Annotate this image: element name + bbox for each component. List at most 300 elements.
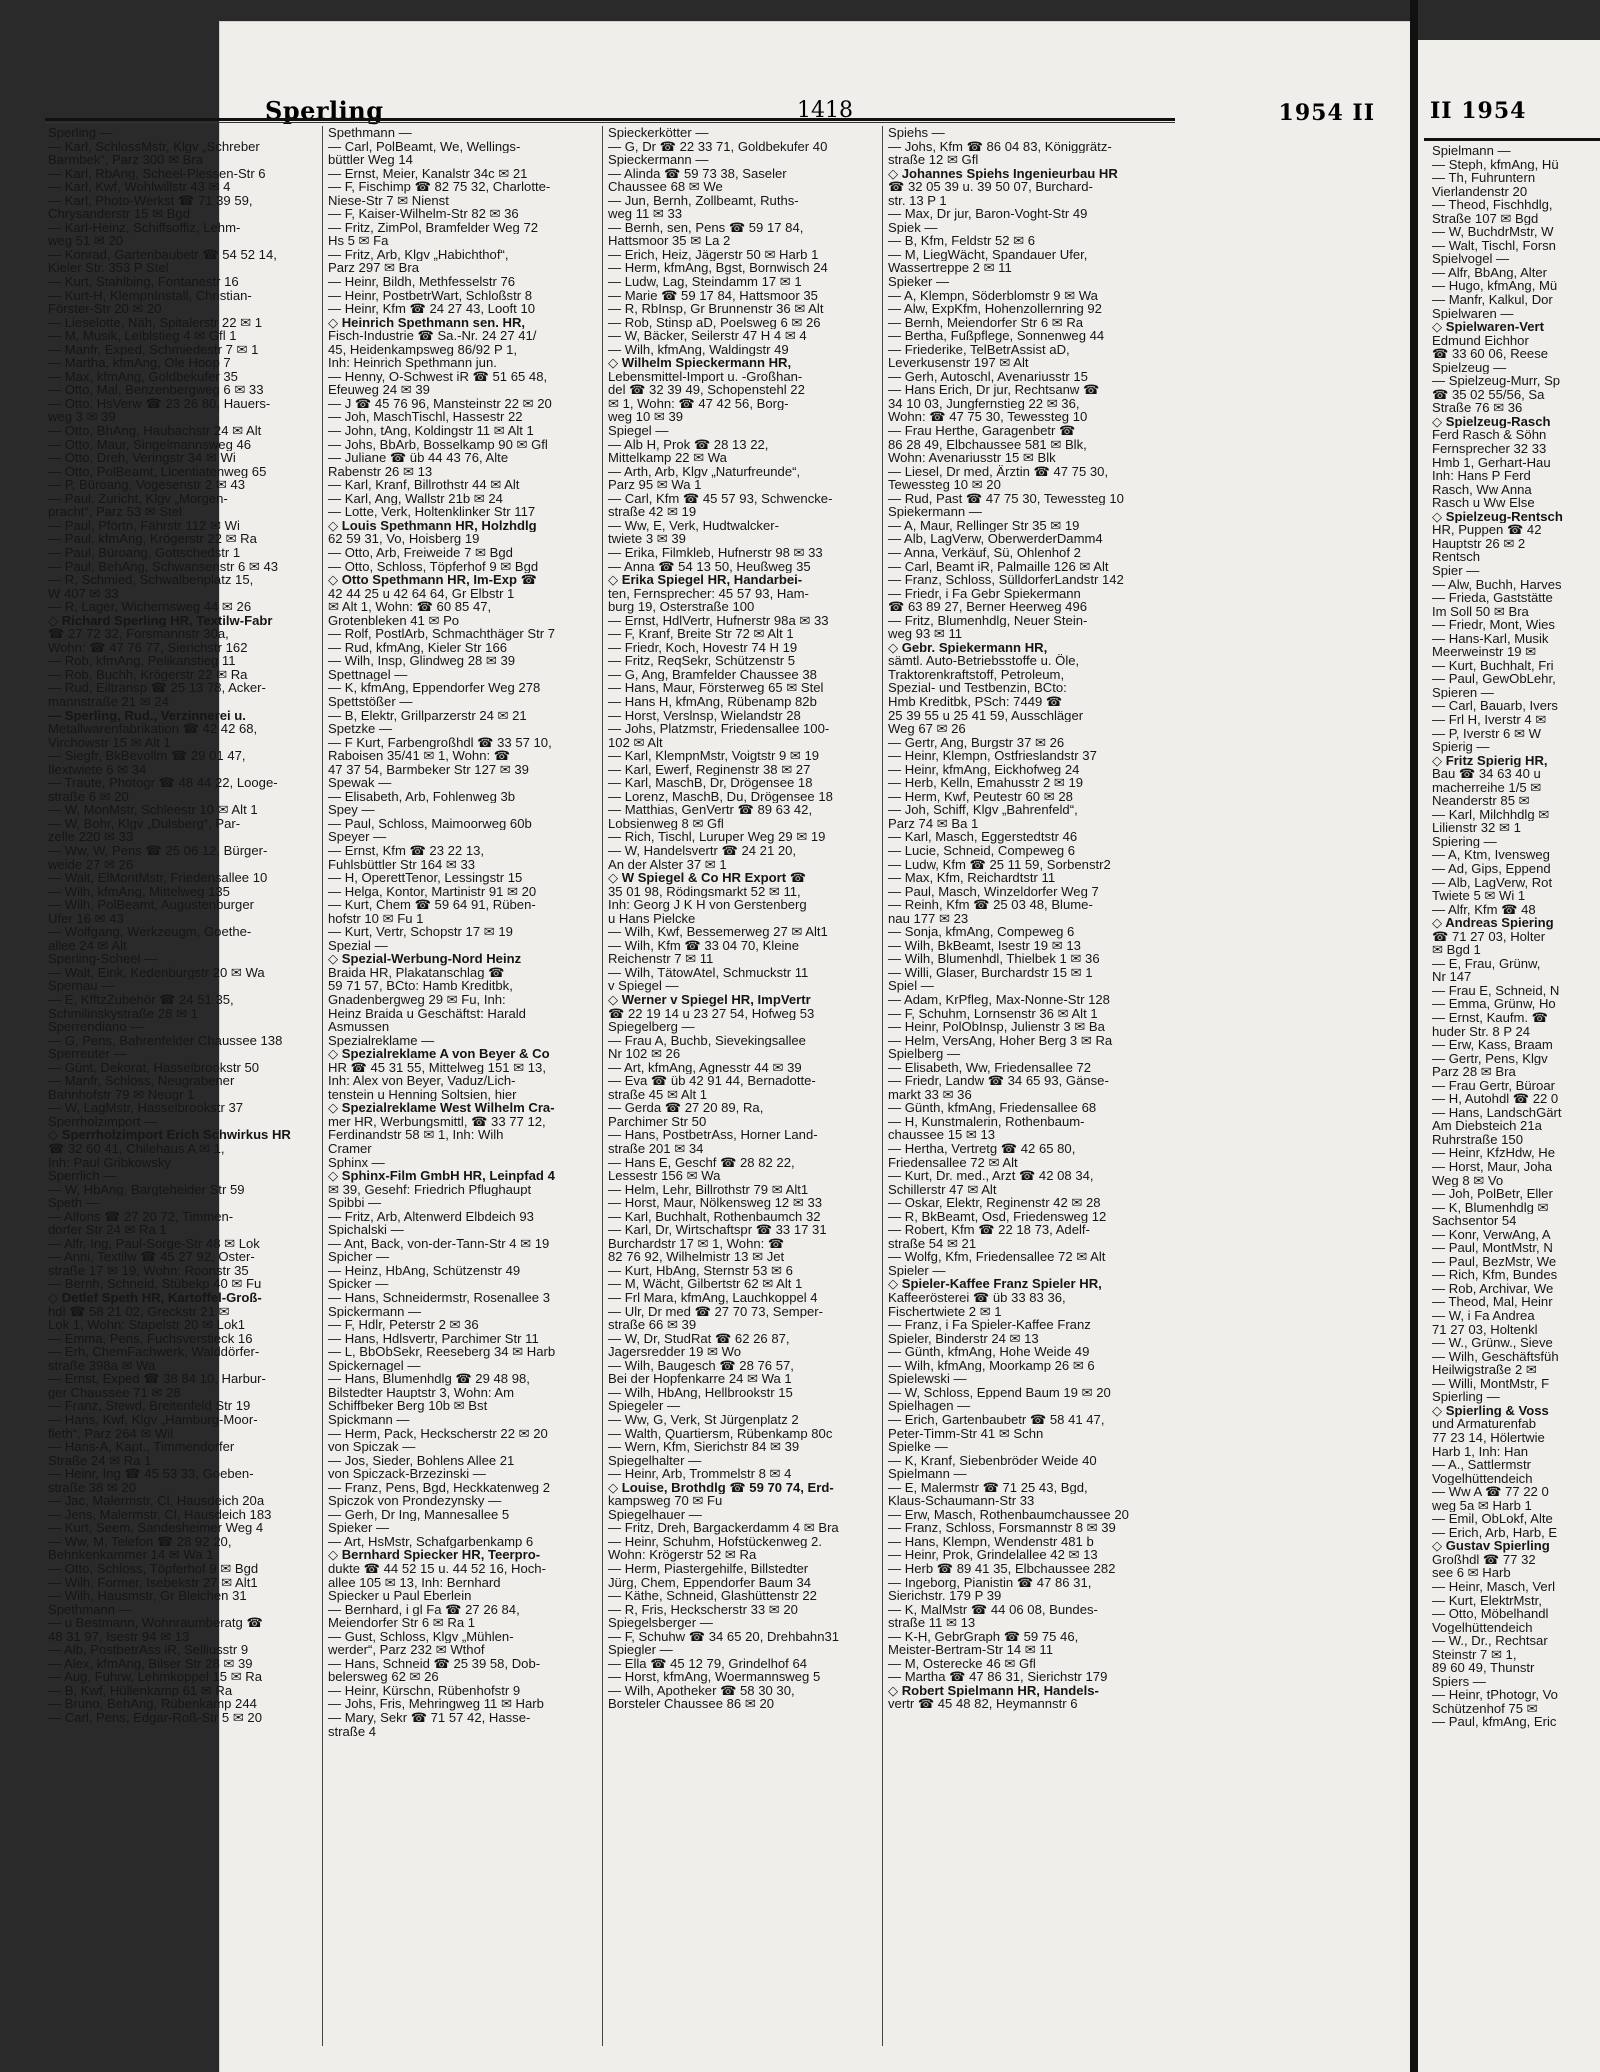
directory-entry-line: — K, MalMstr ☎ 44 06 08, Bundes- [888,1602,1098,1617]
directory-entry-line: straße 11 ✉ 13 [888,1616,976,1630]
directory-entry-line: mannstraße 21 ✉ 24 [48,694,169,709]
directory-entry-line: Gnadenbergweg 29 ✉ Fu, Inh: [328,993,506,1007]
directory-entry-line: Bei der Hopfenkarre 24 ✉ Wa 1 [608,1372,792,1386]
directory-entry-line: Parz 28 ✉ Bra [1432,1065,1516,1079]
directory-entry-line: Rabenstr 26 ✉ 13 [328,464,433,479]
directory-entry-line: — Franz, i Fa Spieler-Kaffee Franz [888,1318,1091,1332]
directory-entry-line: — W., Dr., Rechtsar [1432,1634,1548,1648]
directory-entry-line: — Hans, Maur, Försterweg 65 ✉ Stel [608,681,824,695]
directory-entry-line: Spewak — [328,776,392,790]
entries-column-4 [888,126,1158,2046]
directory-entry-line: ◇ Spielzeug-Rentsch [1432,509,1563,524]
directory-entry-line: — Wilh, TätowAtel, Schmuckstr 11 [608,965,809,980]
directory-entry-line: Barmbek“, Parz 300 ✉ Bra [48,153,204,167]
directory-entry-line: — Frieda, Gaststätte [1432,591,1553,605]
directory-entry-line: — Walt, Eink, Kedenburgstr 20 ✉ Wa [48,965,265,980]
directory-entry-line: — Hans, Schneidermstr, Rosenallee 3 [328,1291,550,1305]
directory-entry-line: hofstr 10 ✉ Fu 1 [328,911,424,926]
directory-entry-line: — Friedr, Koch, Hovestr 74 H 19 [608,640,798,655]
directory-entry-line: Hattsmoor 35 ✉ La 2 [608,234,731,248]
directory-entry-line: — Ad, Gips, Eppend [1432,861,1551,876]
directory-entry-line: Borsteler Chaussee 86 ✉ 20 [608,1697,775,1711]
directory-entry-line: — Liesel, Dr med, Ärztin ☎ 47 75 30, [888,464,1109,479]
directory-entry-line: ◇ Detlef Speth HR, Kartoffel-Groß- [48,1291,262,1305]
directory-entry-line: Sperreuter — [48,1047,127,1061]
directory-entry-line: — K, Blumenhdlg ✉ [1432,1200,1549,1215]
directory-entry-line: 45, Heidenkampsweg 86/92 P 1, [328,342,518,357]
directory-entry-line: — W, Dr, StudRat ☎ 62 26 87, [608,1331,790,1346]
directory-entry-line: — Carl, Kfm ☎ 45 57 93, Schwencke- [608,491,833,506]
directory-entry-line: — Marie ☎ 59 17 84, Hattsmoor 35 [608,288,818,303]
directory-entry-line: Spielberg — [888,1047,961,1061]
directory-entry-line: — Fritz, ReqSekr, Schützenstr 5 [608,654,796,668]
directory-entry-line: — Lorenz, MaschB, Du, Drögensee 18 [608,789,833,804]
directory-entry-line: — Hans, Schneid ☎ 25 39 58, Dob- [328,1656,541,1671]
directory-entry-line: Jürg, Chem, Eppendorfer Baum 34 [608,1575,812,1590]
directory-entry-line: — Manfr, Schloss, Neugrabener [48,1074,235,1088]
directory-entry-line: Spiegelhauer — [608,1507,702,1522]
directory-entry-line: — Karl, Ang, Wallstr 21b ✉ 24 [328,491,503,506]
directory-entry-line: ◇ Spielzeug-Rasch [1432,414,1551,429]
header-surname: Sperling [265,96,384,125]
directory-entry-line: ☎ 63 89 27, Berner Heerweg 496 [888,600,1088,614]
entries-column-2 [328,126,598,2046]
directory-entry-line: Efeuweg 24 ✉ 39 [328,383,430,397]
directory-entry-line: — u Bestmann, Wohnraumberatg ☎ [48,1616,263,1630]
directory-entry-line: — Ernst, Exped ☎ 38 84 10, Harbur- [48,1372,266,1386]
directory-entry-line: — Heinr, Masch, Verl [1432,1579,1555,1594]
directory-entry-line: Spiegeler — [608,1399,681,1413]
directory-entry-line: Reichenstr 7 ✉ 11 [608,952,714,966]
directory-entry-line: — R, Fris, Heckscherstr 33 ✉ 20 [608,1602,798,1617]
directory-entry-line: Hmb Kreditbk, PSch: 7449 ☎ [888,694,1063,709]
directory-entry-line: werder“, Parz 232 ✉ Wthof [328,1643,485,1657]
directory-entry-line: — Ww, M, Telefon ☎ 28 92 20, [48,1534,232,1549]
directory-entry-line: — Jun, Bernh, Zollbeamt, Ruths- [608,193,799,208]
directory-entry-line: vertr ☎ 45 48 82, Heymannstr 6 [888,1697,1078,1711]
directory-entry-line: — Ingeborg, Pianistin ☎ 47 86 31, [888,1575,1092,1590]
directory-entry-line: Parz 297 ✉ Bra [328,261,420,276]
directory-entry-line: — Heinr, KfzHdw, He [1432,1146,1555,1161]
directory-entry-line: Fischertwiete 2 ✉ 1 [888,1304,1002,1319]
directory-entry-line: Sperling — [48,126,113,140]
directory-entry-line: — Rich, Kfm, Bundes [1432,1268,1558,1282]
directory-entry-line: — Paul, BezMstr, We [1432,1254,1557,1269]
directory-entry-line: — Herm, Piastergehilfe, Billstedter [608,1561,809,1576]
directory-entry-line: — Paul, Zuricht, Klgv „Morgen- [48,491,228,506]
directory-entry-line: Inh: Georg J K H von Gerstenberg [608,898,807,912]
directory-entry-line: — Hans, PostbetrAss, Horner Land- [608,1128,818,1143]
directory-entry-line: — F, Schuhw ☎ 34 65 20, Drehbahn31 [608,1629,840,1644]
directory-entry-line: — G, Ang, Bramfelder Chaussee 38 [608,667,817,682]
directory-entry-line: — Paul, MontMstr, N [1432,1241,1553,1255]
directory-entry-line: — Kurt, Chem ☎ 59 64 91, Rüben- [328,898,536,912]
directory-entry-line: Spielzeug — [1432,360,1507,375]
directory-entry-line: — K, Kranf, Siebenbröder Weide 40 [888,1453,1097,1468]
header-year-volume: 1954 II [1278,100,1375,126]
directory-entry-line: Spettstößer — [328,694,413,709]
directory-entry-line: ◇ Gebr. Spiekermann HR, [888,640,1048,655]
directory-entry-line: Schmilinskystraße 28 ✉ 1 [48,1006,198,1021]
directory-entry-line: Kieler Str. 353 P Stel [48,261,169,276]
directory-entry-line: — Käthe, Schneid, Glashüttenstr 22 [608,1589,817,1603]
directory-entry-line: — Carl, Pens, Edgar-Roß-Str 5 ✉ 20 [48,1710,262,1725]
directory-entry-line: — Karl, Masch, Eggerstedtstr 46 [888,830,1078,844]
directory-entry-line: straße 201 ✉ 34 [608,1142,704,1156]
directory-entry-line: — Hans-Karl, Musik [1432,631,1549,646]
directory-entry-line: — Kurt, ElektrMstr, [1432,1593,1542,1608]
directory-entry-line: Speyer — [328,830,387,844]
directory-entry-line: — Ernst, Kfm ☎ 23 22 13, [328,843,485,858]
directory-entry-line: — Hertha, Vertretg ☎ 42 65 80, [888,1142,1076,1156]
directory-entry-line: Ferdinandstr 58 ✉ 1, Inh: Wilh [328,1128,504,1143]
directory-entry-line: belersweg 62 ✉ 26 [328,1670,439,1684]
directory-entry-line: — Willi, MontMstr, F [1432,1376,1550,1391]
directory-entry-line: — Franz, Schloss, Forsmannstr 8 ✉ 39 [888,1521,1116,1535]
directory-entry-line: — Fritz, Dreh, Bargackerdamm 4 ✉ Bra [608,1521,839,1535]
directory-entry-line: Twiete 5 ✉ Wi 1 [1432,889,1526,903]
directory-entry-line: Sierichstr. 179 P 39 [888,1589,1002,1603]
directory-entry-line: — Otto, Möbelhandl [1432,1607,1549,1621]
directory-entry-line: Spiegelsberger — [608,1616,713,1630]
directory-entry-line: — Emma, Grünw, Ho [1432,997,1556,1011]
directory-entry-line: ◇ Spieler-Kaffee Franz Spieler HR, [888,1277,1102,1292]
directory-entry-line: — F, Kaiser-Wilhelm-Str 82 ✉ 36 [328,207,519,221]
directory-entry-line: — Paul, Masch, Winzeldorfer Weg 7 [888,884,1099,899]
directory-entry-line: Chrysanderstr 15 ✉ Bgd [48,207,190,221]
directory-entry-line: — Karl, Kranf, Billrothstr 44 ✉ Alt [328,478,520,492]
directory-entry-line: 77 23 14, Hölertwie [1432,1430,1545,1445]
directory-entry-line: — Otto, BhAng, Haubachstr 24 ✉ Alt [48,424,262,438]
directory-entry-line: Leverkusenstr 197 ✉ Alt [888,356,1029,370]
directory-entry-line: Virchowstr 15 ✉ Alt 1 [48,735,171,750]
directory-entry-line: straße 45 ✉ Alt 1 [608,1087,708,1102]
directory-entry-line: Parz 95 ✉ Wa 1 [608,478,702,492]
directory-entry-line: — Otto, Maur, Singelmannsweg 46 [48,437,252,452]
directory-entry-line: Lebensmittel-Import u. -Großhan- [608,369,803,384]
directory-entry-line: Spieler, Binderstr 24 ✉ 13 [888,1331,1039,1346]
directory-entry-line: — Max, Kfm, Reichardtstr 11 [888,871,1056,885]
directory-entry-line: straße 12 ✉ Gfl [888,153,979,167]
directory-entry-line: — Karl-Heinz, Schiffsoffiz, Lehm- [48,220,241,235]
directory-entry-line: ◇ Louis Spethmann HR, Holzhdlg [328,518,537,533]
directory-entry-line: ◇ Wilhelm Spieckermann HR, [608,356,792,370]
directory-entry-line: — Konrad, Gartenbaubetr ☎ 54 52 14, [48,247,277,262]
directory-entry-line: — Karl, Kwf, Wohlwillstr 43 ✉ 4 [48,180,231,194]
directory-entry-line: — Kurt, Dr. med., Arzt ☎ 42 08 34, [888,1169,1094,1183]
directory-entry-line: — Frau Herthe, Garagenbetr ☎ [888,424,1076,438]
directory-entry-line: W 407 ✉ 33 [48,586,119,601]
directory-entry-line: Spiegelberg — [608,1020,695,1034]
directory-entry-line: — Gertr, Ang, Burgstr 37 ✉ 26 [888,735,1065,750]
directory-entry-line: ☎ 32 60 41, Chilehaus A ✉ 1, [48,1142,225,1156]
directory-entry-line: ✉ 39, Gesehf: Friedrich Pflughaupt [328,1182,532,1197]
directory-entry-line: — Martha, kfmAng, Ole Hoop 7 [48,356,231,370]
directory-entry-line: v Spiegel — [608,979,679,993]
directory-entry-line: Sperling-Scheel — [48,952,158,966]
directory-entry-line: ◇ Johannes Spiehs Ingenieurbau HR [888,166,1118,181]
directory-entry-line: — Rob, Archivar, We [1432,1281,1554,1296]
directory-entry-line: ◇ Sperrholzimport Erich Schwirkus HR [48,1128,291,1143]
directory-entry-line: Spiegler — [608,1643,673,1657]
directory-entry-line: — R, Lager, Wichernsweg 44 ✉ 26 [48,600,252,614]
directory-entry-line: — Bertha, Fußpflege, Sonnenweg 44 [888,329,1105,343]
directory-entry-line: Ferd Rasch & Söhn [1432,428,1547,443]
directory-entry-line: ✉ Bgd 1 [1432,943,1481,957]
directory-entry-line: Braida HR, Plakatanschlag ☎ [328,965,505,980]
directory-entry-line: Hauptstr 26 ✉ 2 [1432,536,1526,551]
directory-entry-line: dorfer Str 24 ✉ Ra 1 [48,1223,167,1237]
directory-entry-line: — Manfr, Exped, Schmiedestr 7 ✉ 1 [48,342,259,357]
directory-entry-line: — Jos, Sieder, Bohlens Allee 21 [328,1453,515,1468]
directory-entry-line: — Alfr, Ing, Paul-Sorge-Str 48 ✉ Lok [48,1236,260,1251]
directory-entry-line: Großhdl ☎ 77 32 [1432,1552,1536,1567]
directory-entry-line: ◇ W Spiegel & Co HR Export ☎ [608,871,807,885]
directory-entry-line: — Hans, LandschGärt [1432,1105,1562,1120]
directory-entry-line: Im Soll 50 ✉ Bra [1432,604,1529,619]
directory-entry-line: — Wilh, kfmAng, Waldingstr 49 [608,342,789,357]
directory-entry-line: — Walt, ElMontMstr, Friedensallee 10 [48,871,268,885]
directory-entry-line: und Armaturenfab [1432,1417,1537,1431]
directory-entry-line: — Heinr, Bildh, Methfesselstr 76 [328,275,516,289]
directory-entry-line: Peter-Timm-Str 41 ✉ Schn [888,1426,1044,1441]
directory-entry-line: — H, OperettTenor, Lessingstr 15 [328,871,523,885]
directory-entry-line: — Lieselotte, Näh, Spitalerstr 22 ✉ 1 [48,315,263,330]
directory-entry-line: — P, Büroang, Vogesenstr 2 ✉ 43 [48,478,246,492]
directory-entry-line: ◇ Spezialreklame West Wilhelm Cra- [328,1101,555,1115]
directory-entry-line: — Hans, Klempn, Wendenstr 481 b [888,1534,1094,1549]
directory-entry-line: — Frau A, Buchb, Sievekingsallee [608,1033,806,1048]
directory-entry-line: — Wilh, Blumenhdl, Thielbek 1 ✉ 36 [888,952,1100,966]
directory-entry-line: Spibbi — [328,1196,382,1210]
page-number: 1418 [797,98,853,123]
directory-entry-line: markt 33 ✉ 36 [888,1087,972,1102]
directory-entry-line: Meister-Bertram-Str 14 ✉ 11 [888,1643,1053,1657]
facing-page-column [1432,144,1600,2064]
directory-entry-line: — Wilh, BkBeamt, Isestr 19 ✉ 13 [888,938,1081,953]
directory-entry-line: Spierig — [1432,740,1490,754]
directory-entry-line: — Ernst, Kaufm. ☎ [1432,1011,1548,1025]
directory-entry-line: Spethmann — [48,1602,132,1617]
directory-entry-line: — Paul, Schloss, Maimoorweg 60b [328,816,532,831]
directory-entry-line: — Theod, Fischhdlg, [1432,198,1553,212]
directory-entry-line: — Otto, Dreh, Veringstr 34 ✉ Wi [48,451,236,465]
directory-entry-line: Speth — [48,1196,99,1210]
directory-entry-line: Weg 67 ✉ 26 [888,722,966,736]
directory-entry-line: — Johs, Platzmstr, Friedensallee 100- [608,722,830,736]
directory-entry-line: — Arth, Arb, Klgv „Naturfreunde“, [608,464,801,479]
directory-entry-line: — Karl, Ewerf, Reginenstr 38 ✉ 27 [608,762,811,777]
directory-entry-line: Vierlandenstr 20 [1432,184,1528,199]
directory-entry-line: — Ella ☎ 45 12 79, Grindelhof 64 [608,1656,808,1671]
directory-entry-line: — Henny, O-Schwest iR ☎ 51 65 48, [328,369,548,384]
directory-entry-line: — B, Kwf, Hüllenkamp 61 ✉ Ra [48,1683,233,1698]
directory-entry-line: — Karl, Buchhalt, Rothenbaumch 32 [608,1209,821,1224]
directory-entry-line: — Carl, Beamt iR, Palmaille 126 ✉ Alt [888,559,1109,574]
directory-entry-line: straße 54 ✉ 21 [888,1236,977,1251]
directory-entry-line: ◇ Robert Spielmann HR, Handels- [888,1683,1099,1698]
directory-entry-line: — Ernst, HdlVertr, Hufnerstr 98a ✉ 33 [608,613,829,628]
directory-entry-line: fleth“, Parz 264 ✉ Wil [48,1426,174,1441]
directory-entry-line: burg 19, Osterstraße 100 [608,600,755,614]
directory-entry-line: — Karl, SchlossMstr, Klgv „Schreber [48,139,260,154]
directory-entry-line: Klaus-Schaumann-Str 33 [888,1494,1035,1508]
directory-entry-line: weg 93 ✉ 11 [888,627,963,641]
directory-entry-line: Spicker — [328,1277,389,1292]
directory-entry-line: Meiendorfer Str 6 ✉ Ra 1 [328,1616,476,1630]
directory-entry-line: 25 39 55 u 25 41 59, Ausschläger [888,708,1084,723]
directory-entry-line: Kaffeerösterei ☎ üb 33 83 36, [888,1291,1066,1305]
directory-entry-line: — Gertr, Pens, Klgv [1432,1051,1548,1066]
directory-entry-line: — H, Autohdl ☎ 22 0 [1432,1092,1559,1106]
directory-entry-line: Steinstr 7 ✉ 1, [1432,1647,1517,1662]
directory-entry-line: Meerweinstr 19 ✉ [1432,645,1537,659]
directory-entry-line: chaussee 15 ✉ 13 [888,1128,996,1143]
directory-entry-line: — Franz, Schloss, SülldorferLandstr 142 [888,573,1124,587]
directory-entry-line: — Joh, Schiff, Klgv „Bahrenfeld“, [888,803,1078,817]
directory-entry-line: Spezial — [328,938,388,953]
directory-entry-line: — Erw, Masch, Rothenbaumchaussee 20 [888,1507,1129,1522]
directory-entry-line: Spichalski — [328,1223,404,1237]
directory-entry-line: — Walt, Tischl, Forsn [1432,238,1556,253]
directory-entry-line: tenstein u Henning Soltsien, hier [328,1087,517,1102]
directory-entry-line: — W, BuchdrMstr, W [1432,225,1554,239]
directory-entry-line: — Reinh, Kfm ☎ 25 03 48, Blume- [888,898,1093,912]
directory-entry-line: — F, Fischimp ☎ 82 75 32, Charlotte- [328,180,551,194]
directory-entry-line: — F, Kranf, Breite Str 72 ✉ Alt 1 [608,627,794,641]
directory-entry-line: An der Alster 37 ✉ 1 [608,857,727,872]
directory-entry-line: — Alw, Buchh, Harves [1432,577,1562,592]
directory-entry-line: — John, tAng, Koldingstr 11 ✉ Alt 1 [328,424,534,438]
directory-entry-line: — Alb, LagVerw, Rot [1432,875,1553,890]
directory-entry-line: Rentsch [1432,550,1481,564]
directory-entry-line: — W, Bohr, Klgv „Dulsberg“, Par- [48,816,241,831]
directory-entry-line: ☎ 71 27 03, Holter [1432,929,1546,944]
directory-entry-line: — Ludw, Lag, Steindamm 17 ✉ 1 [608,275,802,289]
directory-entry-line: — Elisabeth, Ww, Friedensallee 72 [888,1060,1092,1075]
directory-entry-line: weg 11 ✉ 33 [608,207,683,221]
directory-entry-line: mer HR, Werbungsmittl, ☎ 33 77 12, [328,1114,546,1129]
directory-entry-line: dukte ☎ 44 52 15 u. 44 52 16, Hoch- [328,1561,546,1576]
book-gutter [1410,0,1418,2072]
directory-entry-line: — Bernh, Schneid, Stübekp 40 ✉ Fu [48,1277,262,1292]
directory-entry-line: — Rud, Eiltransp ☎ 25 13 78, Acker- [48,681,266,695]
directory-entry-line: — Art, HsMstr, Schafgarbenkamp 6 [328,1534,534,1549]
directory-entry-line: — Paul, Pförtn, Fährstr 112 ✉ Wi [48,518,240,533]
directory-entry-line: — A, Ktm, Ivensweg [1432,848,1550,862]
directory-entry-line: Spielwaren — [1432,306,1514,321]
directory-entry-line: ☎ 27 72 32, Forsmannstr 30a, [48,627,229,641]
directory-entry-line: — Friedr, Landw ☎ 34 65 93, Gänse- [888,1074,1109,1088]
directory-entry-line: — Horst, Maur, Joha [1432,1160,1553,1174]
directory-entry-line: Inh: Hans P Ferd [1432,469,1531,483]
directory-entry-line: Fernsprecher 32 33 [1432,442,1547,456]
directory-entry-line: — Rud, Past ☎ 47 75 30, Tewessteg 10 [888,491,1124,506]
directory-entry-line: — Hans-A, Kapt., Timmendorfer [48,1440,235,1454]
directory-entry-line: Spieler — [888,1263,946,1278]
directory-entry-line: Schützenhof 75 ✉ [1432,1701,1538,1716]
directory-entry-line: 62 59 31, Vo, Hoisberg 19 [328,532,480,546]
directory-entry-line: kampsweg 70 ✉ Fu [608,1494,723,1508]
directory-entry-line: — Wern, Kfm, Sierichstr 84 ✉ 39 [608,1440,800,1454]
directory-entry-line: Spiegel — [608,424,669,438]
directory-entry-line: — Fritz, Arb, Altenwerd Elbdeich 93 [328,1209,534,1224]
directory-entry-line: Lessestr 156 ✉ Wa [608,1169,721,1183]
directory-entry-line: Spezialreklame — [328,1033,435,1048]
directory-entry-line: Spiczok von Prondezynsky — [328,1494,502,1508]
directory-entry-line: Spielke — [888,1440,948,1454]
directory-entry-line: — Kurt, Vertr, Schopstr 17 ✉ 19 [328,925,513,939]
directory-entry-line: ☎ 32 05 39 u. 39 50 07, Burchard- [888,180,1093,194]
directory-entry-line: — Hugo, kfmAng, Mü [1432,279,1558,294]
directory-entry-line: ◇ Bernhard Spiecker HR, Teerpro- [328,1548,541,1562]
directory-entry-line: Mittelkamp 22 ✉ Wa [608,451,727,465]
directory-entry-line: 86 28 49, Elbchaussee 581 ✉ Blk, [888,437,1087,452]
directory-entry-line: 48 31 97, Isestr 94 ✉ 13 [48,1629,190,1644]
directory-entry-line: Nr 147 [1432,970,1472,984]
directory-entry-line: Spickmann — [328,1412,410,1427]
directory-entry-line: Bahnhofstr 79 ✉ Neugr 1 [48,1087,195,1102]
directory-entry-line: 102 ✉ Alt [608,735,663,750]
directory-entry-line: Spickermann — [328,1304,422,1319]
directory-entry-line: — Wilh, Insp, Glindweg 28 ✉ 39 [328,654,516,668]
directory-entry-line: — Friedr, Mont, Wies [1432,618,1555,632]
directory-entry-line: 71 27 03, Holtenkl [1432,1322,1538,1337]
directory-entry-line: — Rich, Tischl, Luruper Weg 29 ✉ 19 [608,830,826,844]
directory-entry-line: Bilstedter Hauptstr 3, Wohn: Am [328,1385,515,1400]
directory-entry-line: Spiekermann — [888,505,982,519]
directory-entry-line: Spielvogel — [1432,252,1510,266]
directory-entry-line: Straße 76 ✉ 36 [1432,401,1523,415]
directory-entry-line: Förster-Str 20 ✉ 20 [48,302,162,316]
directory-entry-line: HR ☎ 45 31 55, Mittelweg 151 ✉ 13, [328,1060,546,1075]
directory-entry-line: — Erich, Arb, Harb, E [1432,1525,1558,1540]
directory-entry-line: — Johs, BbArb, Bosselkamp 90 ✉ Gfl [328,437,548,452]
directory-entry-line: sämtl. Auto-Betriebsstoffe u. Öle, [888,654,1080,668]
column-divider [602,126,603,2046]
directory-entry-line: — F Kurt, Farbengroßhdl ☎ 33 57 10, [328,735,552,750]
directory-entry-line: — Manfr, Kalkul, Dor [1432,293,1553,307]
directory-entry-line: — F, Schuhm, Lornsenstr 36 ✉ Alt 1 [888,1006,1098,1021]
directory-entry-line: — Willi, Glaser, Burchardstr 15 ✉ 1 [888,965,1093,980]
entries-column-3 [608,126,878,2046]
directory-entry-line: — R, Schmied, Schwalbenplatz 15, [48,573,254,587]
directory-entry-line: Bau ☎ 34 63 40 u [1432,767,1541,781]
directory-entry-line: — P, Iverstr 6 ✉ W [1432,726,1541,741]
directory-entry-line: — W, MonMstr, Schleestr 10 ✉ Alt 1 [48,803,258,817]
directory-entry-line: — Otto, Schloss, Töpferhof 9 ✉ Bgd [328,559,539,574]
directory-entry-line: Spetzke — [328,722,393,736]
directory-entry-line: — Rob, Stinsp aD, Poelsweg 6 ✉ 26 [608,315,821,330]
directory-entry-line: Inh: Heinrich Spethmann jun. [328,356,497,370]
directory-entry-line: — E, KfftzZubehör ☎ 24 51 35, [48,993,234,1007]
directory-entry-line: Spielmann — [888,1467,967,1481]
directory-entry-line: Wohn: Avenariusstr 15 ✉ Blk [888,451,1056,465]
header-rule [45,118,1175,121]
directory-entry-line: — Fritz, ZimPol, Bramfelder Weg 72 [328,220,539,235]
directory-entry-line: — Paul, kfmAng, Krögerstr 22 ✉ Ra [48,532,257,546]
directory-entry-line: Straße 24 ✉ Ra 1 [48,1453,152,1468]
directory-entry-line: — Johs, Fris, Mehringweg 11 ✉ Harb [328,1697,544,1711]
directory-entry-line: — Max, Dr jur, Baron-Voght-Str 49 [888,207,1088,221]
directory-entry-line: — Karl, Dr, Wirtschaftspr ☎ 33 17 31 [608,1223,827,1237]
directory-entry-line: Spicher — [328,1250,390,1264]
directory-entry-line: Friedensallee 72 ✉ Alt [888,1155,1018,1170]
directory-entry-line: — Franz, Pens, Bgd, Heckkatenweg 2 [328,1480,550,1495]
directory-entry-line: — Herm, Kwf, Peutestr 60 ✉ 28 [888,789,1073,804]
directory-entry-line: — Ernst, Meier, Kanalstr 34c ✉ 21 [328,166,528,181]
directory-entry-line: — Aug, Fuhrw, Lehmkoppel 15 ✉ Ra [48,1670,263,1684]
